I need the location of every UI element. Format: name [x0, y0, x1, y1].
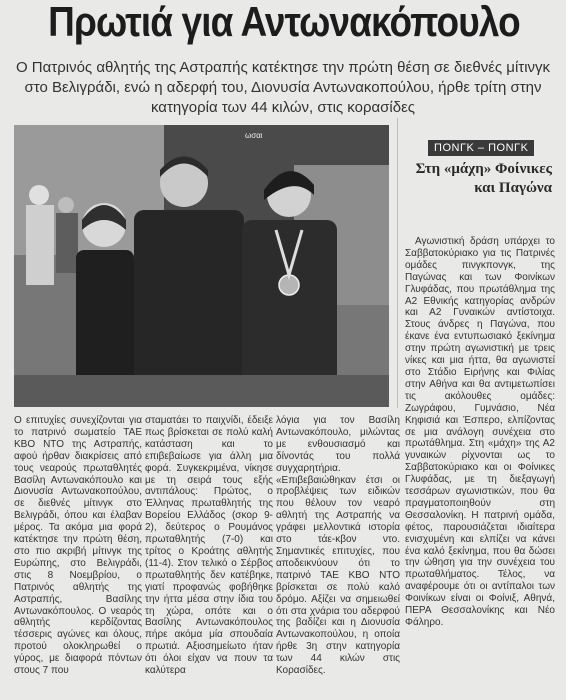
sidebar-header	[398, 138, 558, 234]
sidebar-title: Στη «μάχη» Φοίνικες και Παγώνα	[415, 161, 552, 196]
photo-credit: ωσαι	[245, 131, 263, 140]
article-subtitle: Ο Πατρινός αθλητής της Αστραπής κατέκτησε την πρώτη θέση σε διεθνές μίτινγκ στο Βελιγράδι, ενώ η αδερφή του, Διονυσία Αντωνακοπούλου, ήρθε τρίτη στην κατηγορία των 44 κιλών, στις κορασίδες	[15, 59, 551, 116]
sidebar-tag: ΠΟΝΓΚ – ΠΟΝΓΚ	[428, 140, 534, 156]
article-photo	[14, 125, 389, 407]
headline: Πρωτιά για Αντωνακόπουλο	[48, 0, 520, 45]
article-column-1: Ο επιτυχίες συνεχίζονται για το πατρινό σωματείο ΤΑΕ ΚΒΟ ΝΤΟ της Αστραπής, αφού ήρθαν διακρίσεις από τους νεαρούς πρωταθλητές Βασίλη Αντωνακόπουλο και Διονυσία Αντωνακοπούλου, σε διεθνές μίτινγκ στο Βελιγράδι, όπου και έλαβαν μέρος. Τα ακόμα μια φορά κατέκτησε την πρώτη θέση, στο πιο ακριβή μίτινγκ της Ευρώπης, στο Βελιγράδι, στις 8 Νοεμβρίου, ο Πατρινός αθλητής της Αστραπής, Βασίλης Αντωνακόπουλος. Ο νεαρός αθλητής κερδίζοντας τέσσερις αγώνες και όλους, προτού ολοκληρωθεί ο γύρος, με διαφορά πόντων στους 7 που	[14, 415, 142, 677]
sidebar-body: Αγωνιστική δράση υπάρχει το Σαββατοκύριακο για τις Πατρινές ομάδες πινγκπονγκ, της Παγώνας και των Φοινίκων Γλυφάδας, που πρωτάθλημα της Α2 Εθνικής κατηγορίας ανδρών και Α2 Γυναικών αντίστοιχα. Στους άνδρες η Παγώνα, που έκανε ένα εντυπωσιακό ξεκίνημα στην πρώτη αγωνιστική με τρεις νίκες και μια ήττα, θα αγωνιστεί στο Στάδιο Ειρήνης και Φιλίας στην Αθήνα και θα αντιμετωπίσει τις ακόλουθες ομάδες: Ζωγράφου, Γυμνάσιο, Νέα Κηφισιά και Έσπερο, ελπίζοντας σε μια ανάλογη συνέχεια στο πρωτάθλημα. Στη «μάχη» της Α2 γυναικών ρίχνονται ως το Σαββατοκύριακο και οι Φοίνικες Γλυφάδας, με τη διεξαγωγή τεσσάρων αγωνιστικών, που θα πραγματοποιηθούν στη Θεσσαλονίκη. Η πατρινή ομάδα, φέτος, παρουσιάζεται ιδιαίτερα ενισχυμένη και ελπίζει να κάνει ένα καλό ξεκίνημα, που θα δώσει την ώθηση για την συνέχεια του πρωταθλήματος. Τέλος, να αναφέρουμε ότι οι αντίπαλοι των Φοινίκων είναι οι Φοίνιξ, Αθηνά, ΠΕΡΑ Θεσσαλονίκης και Νέο Φάληρο.	[405, 236, 555, 628]
article-column-3: λόγια για τον Βασίλη Αντωνακόπουλο, μιλώντας με ενθουσιασμό και δίνοντάς του πολλά συγχαρητήρια. «Επιβεβαιώθηκαν έτσι οι προβλέψεις των ειδικών που θέλουν τον νεαρό αθλητή της Αστραπής να γράφει μελλοντικά ιστορία στο τάε-κβον ντο. Σημαντικές επιτυχίες, που αποδεικνύουν ότι το πατρινό ΤΑΕ ΚΒΟ ΝΤΟ βρίσκεται σε πολύ καλό δρόμο. Αξίζει να σημειωθεί ότι στα χνάρια του αδερφού της βαδίζει και η Διονυσία Αντωνακοπούλου, η οποία ήρθε 3η στην κατηγορία των 44 κιλών στις Κορασίδες.	[276, 415, 400, 677]
article-column-2: σταματάει το παιχνίδι, έδειξε πως βρίσκεται σε πολύ καλή κατάσταση και το επιβεβαίωσε για άλλη μια φορά. Συγκεκριμένα, νίκησε με τη σειρά τους εξής αντιπάλους: Πρώτος, ο Έλληνας πρωταθλητής της Βορείου Ελλάδος (σκορ 9-2), δεύτερος ο Ρουμάνος πρωταθλητής (7-0) και τρίτος ο Κροάτης αθλητής (11-4). Στον τελικό ο Σέρβος πρωταθλητής δεν κατέβηκε, γιατί προφανώς φοβήθηκε την ήττα μέσα στην ίδια του τη χώρα, οπότε και ο Βασίλης Αντωνακόπουλος πήρε ακόμα μία σπουδαία πρωτιά. Αξιοσημείωτο ήταν ότι όλοι είχαν να πουν τα καλύτερα	[145, 415, 273, 677]
